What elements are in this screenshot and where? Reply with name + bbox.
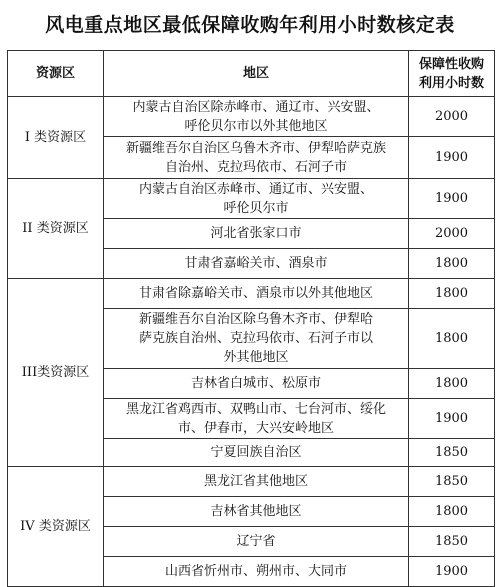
region-cell bbox=[104, 527, 409, 557]
table-body bbox=[8, 97, 495, 587]
region-cell bbox=[104, 309, 409, 369]
region-line: 内蒙古自治区赤峰市、通辽市、兴安盟、 bbox=[138, 181, 373, 197]
region-cell bbox=[104, 137, 409, 179]
region-cell bbox=[104, 369, 409, 399]
region-line: 萨克族自治州、克拉玛依市、石河子市以 bbox=[138, 331, 373, 346]
hours-cell: 1900 bbox=[409, 399, 495, 439]
hours-cell: 1900 bbox=[409, 179, 495, 219]
region-line: 吉林省其他地区 bbox=[210, 504, 302, 519]
hours-cell: 1850 bbox=[409, 467, 495, 497]
page-title: 风电重点地区最低保障收购年利用小时数核定表 bbox=[45, 14, 455, 36]
header-zone: 资源区 bbox=[8, 51, 104, 97]
zone-cell: III类资源区 bbox=[8, 279, 104, 467]
region-line: 山西省忻州市、朔州市、大同市 bbox=[164, 564, 347, 579]
region-line: 市、伊春市，大兴安岭地区 bbox=[177, 420, 334, 436]
hours-cell: 1800 bbox=[409, 369, 495, 399]
header-hours bbox=[409, 51, 495, 97]
table-row bbox=[8, 279, 495, 309]
hours-cell: 1800 bbox=[409, 309, 495, 369]
hours-cell: 2000 bbox=[409, 97, 495, 137]
header-region: 地区 bbox=[104, 51, 409, 97]
hours-table bbox=[7, 50, 495, 587]
table-row bbox=[8, 467, 495, 497]
zone-cell: IV 类资源区 bbox=[8, 467, 104, 587]
table-row bbox=[8, 97, 495, 137]
region-line: 自治州、克拉玛依市、石河子市 bbox=[164, 159, 347, 175]
header-hours-line1: 保障性收购 bbox=[418, 56, 484, 72]
region-line: 新疆维吾尔自治区除乌鲁木齐市、伊犁哈 bbox=[138, 312, 373, 327]
region-line: 黑龙江省其他地区 bbox=[203, 474, 308, 489]
hours-cell: 2000 bbox=[409, 219, 495, 249]
zone-cell: II 类资源区 bbox=[8, 179, 104, 279]
table-header-row bbox=[8, 51, 495, 97]
table-row bbox=[8, 179, 495, 219]
hours-cell: 1850 bbox=[409, 439, 495, 467]
region-line: 宁夏回族自治区 bbox=[210, 445, 302, 460]
region-cell bbox=[104, 219, 409, 249]
region-cell bbox=[104, 97, 409, 137]
hours-cell: 1800 bbox=[409, 497, 495, 527]
hours-cell: 1800 bbox=[409, 249, 495, 279]
region-cell bbox=[104, 249, 409, 279]
region-line: 河北省张家口市 bbox=[210, 226, 302, 241]
hours-cell: 1850 bbox=[409, 527, 495, 557]
hours-cell: 1900 bbox=[409, 137, 495, 179]
hours-cell: 1900 bbox=[409, 557, 495, 587]
region-line: 黑龙江省鸡西市、双鸭山市、七台河市、绥化 bbox=[125, 401, 386, 417]
region-line: 新疆维吾尔自治区乌鲁木齐市、伊犁哈萨克族 bbox=[125, 140, 386, 156]
region-cell bbox=[104, 467, 409, 497]
region-cell bbox=[104, 439, 409, 467]
hours-cell: 1800 bbox=[409, 279, 495, 309]
region-line: 外其他地区 bbox=[223, 350, 289, 365]
region-line: 内蒙古自治区除赤峰市、通辽市、兴安盟、 bbox=[132, 99, 380, 115]
region-line: 辽宁省 bbox=[236, 534, 276, 549]
region-cell bbox=[104, 279, 409, 309]
region-cell bbox=[104, 179, 409, 219]
region-cell bbox=[104, 497, 409, 527]
region-line: 呼伦贝尔市 bbox=[223, 200, 289, 216]
region-line: 呼伦贝尔市以外其他地区 bbox=[184, 118, 328, 134]
zone-cell: I 类资源区 bbox=[8, 97, 104, 179]
region-line: 甘肃省除嘉峪关市、酒泉市以外其他地区 bbox=[138, 286, 373, 301]
region-cell bbox=[104, 557, 409, 587]
header-hours-line2: 利用小时数 bbox=[418, 75, 484, 91]
region-line: 吉林省白城市、松原市 bbox=[190, 376, 321, 391]
region-cell bbox=[104, 399, 409, 439]
region-line: 甘肃省嘉峪关市、酒泉市 bbox=[184, 256, 328, 271]
